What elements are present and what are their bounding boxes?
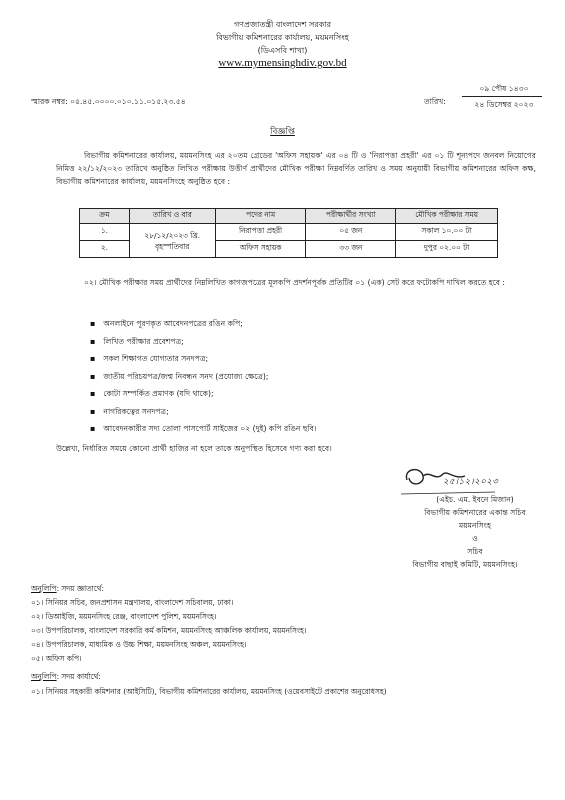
- list-item: ০৫। অফিস কপি।: [31, 654, 82, 663]
- notice-title: বিজ্ঞপ্তি: [270, 127, 295, 137]
- list-item: ০১। সিনিয়র সহকারী কমিশনার (আইসিটি), বিভাগীয় কমিশনারের কার্যালয়, ময়মনসিংহ (ওয়েবসাইটে প্রকাশের অনুরোধসহ): [31, 687, 387, 696]
- row-post: অফিস সহায়ক: [215, 241, 306, 258]
- signatory-place: ময়মনসিংহ: [459, 521, 491, 530]
- table-header-row: [80, 209, 498, 224]
- list-item: ▪ অনলাইনে পূরণকৃত আবেদনপত্রের রঙিন কপি;: [90, 319, 317, 337]
- col-serial: ক্রম: [80, 209, 130, 224]
- website-link[interactable]: www.mymensinghdiv.gov.bd: [218, 57, 347, 69]
- date-divider: [462, 96, 542, 97]
- signatory-and: ও: [472, 534, 478, 543]
- date-bangla: ০৯ পৌষ ১৪৩০: [479, 84, 529, 93]
- branch-title: (ডিএসবি শাখা): [257, 46, 308, 55]
- cc-heading-info: অনুলিপি: সদয় জ্ঞাতার্থে:: [31, 584, 105, 593]
- intro-paragraph: বিভাগীয় কমিশনারের কার্যালয়, ময়মনসিংহ এর ২০তম গ্রেডের 'অফিস সহায়ক' এর ০৪ টি ও 'নিরাপত্তা প্রহরী' এর ০১ টি শূন্যপদে জনবল নিয়োগের নিমিত্ত ২২/১২/২০২৩ তারিখে অনুষ্ঠিত লিখিত পরীক্ষায় উত্তীর্ণ প্রার্থীদের মৌখিক পরীক্ষা নিম্নবর্ণিত তারিখ ও সময় অনুযায়ী বিভাগীয় কমিশনারের অফিস কক্ষ, বিভাগীয় কমিশনারের কার্যালয়, ময়মনসিংহে অনুষ্ঠিত হবে :: [56, 151, 536, 186]
- date-label: তারিখ:: [424, 97, 446, 106]
- col-count: পরীক্ষার্থীর সংখ্যা: [306, 209, 396, 224]
- signatory-title: বিভাগীয় কমিশনারের একান্ত সচিব: [424, 508, 526, 517]
- list-item: ▪ কোটা সম্পর্কিত প্রমাণক (যদি থাকে);: [90, 389, 317, 407]
- memo-ref: স্মারক নম্বর: ০৫.৪৫.০০০০.০১০.১১.০১৫.২৩.৫৪: [31, 97, 186, 106]
- list-item: ০১। সিনিয়র সচিব, জনপ্রশাসন মন্ত্রণালয়, বাংলাদেশ সচিবালয়, ঢাকা।: [31, 598, 234, 607]
- date-english: ২৪ ডিসেম্বর ২০২৩: [474, 100, 534, 109]
- govt-title: গণপ্রজাতন্ত্রী বাংলাদেশ সরকার: [233, 20, 332, 29]
- interview-schedule-table: [79, 208, 498, 258]
- absence-note: উল্লেখ্য, নির্ধারিত সময়ে কোনো প্রার্থী হাজির না হলে তাকে অনুপস্থিত হিসেবে গণ্য করা হবে।: [56, 444, 332, 453]
- row-time: সকাল ১০.০০ টা: [396, 224, 498, 241]
- list-item: ০৩। উপপরিচালক, বাংলাদেশ সরকারি কর্ম কমিশন, ময়মনসিংহ আঞ্চলিক কার্যালয়, ময়মনসিংহ।: [31, 626, 307, 635]
- row-serial: ২.: [80, 241, 130, 258]
- list-item: ০৪। উপপরিচালক, মাধ্যমিক ও উচ্চ শিক্ষা, ময়মনসিংহ অঞ্চল, ময়মনসিংহ।: [31, 640, 247, 649]
- row-post: নিরাপত্তা প্রহরী: [215, 224, 306, 241]
- signature-date: ২৫।১২।২০২৩: [443, 477, 499, 487]
- date-cell: [129, 224, 215, 258]
- date-cell-day: বৃহস্পতিবার: [155, 241, 190, 251]
- cc-heading-action: অনুলিপি: সদয় কার্যার্থে:: [31, 672, 101, 681]
- table-row: [80, 224, 498, 241]
- col-time: মৌখিক পরীক্ষার সময়: [396, 209, 498, 224]
- row-count: ৩৩ জন: [306, 241, 396, 258]
- list-item: ▪ নাগরিকত্বের সনদপত্র;: [90, 407, 317, 425]
- list-item: ▪ লিখিত পরীক্ষার প্রবেশপত্র;: [90, 337, 317, 355]
- list-item: ▪ সকল শিক্ষাগত যোগ্যতার সনদপত্র;: [90, 354, 317, 372]
- list-item: ▪ জাতীয় পরিচয়পত্র/জন্ম নিবন্ধন সনদ (প্রযোজ্য ক্ষেত্রে);: [90, 372, 317, 390]
- col-post: পদের নাম: [215, 209, 306, 224]
- signatory-committee: বিভাগীয় বাছাই কমিটি, ময়মনসিংহ।: [412, 560, 518, 569]
- list-item: ▪ আবেদনকারীর সদ্য তোলা পাসপোর্ট সাইজের ০২ (দুই) কপি রঙিন ছবি।: [90, 424, 317, 442]
- list-item: ০২। ডিআইজি, ময়মনসিংহ রেঞ্জ, বাংলাদেশ পুলিশ, ময়মনসিংহ।: [31, 612, 217, 621]
- office-title: বিভাগীয় কমিশনারের কার্যালয়, ময়মনসিংহ: [216, 33, 349, 42]
- documents-paragraph: ০২। মৌখিক পরীক্ষার সময় প্রার্থীদের নিম্নলিখিত কাগজপত্রের মূলকপি প্রদর্শনপূর্বক প্রতিটির ০১ (এক) সেট করে ফটোকপি দাখিল করতে হবে :: [84, 278, 505, 287]
- row-serial: ১.: [80, 224, 130, 241]
- date-cell-date: ২৮/১২/২০২৩ খ্রি.: [144, 230, 201, 240]
- col-date: তারিখ ও বার: [129, 209, 215, 224]
- row-count: ০৫ জন: [306, 224, 396, 241]
- row-time: দুপুর ০২.০০ টা: [396, 241, 498, 258]
- signatory-name: (এইচ. এম. ইবনে মিজান): [436, 495, 514, 504]
- documents-list: [90, 319, 317, 442]
- signatory-title-2: সচিব: [467, 547, 483, 556]
